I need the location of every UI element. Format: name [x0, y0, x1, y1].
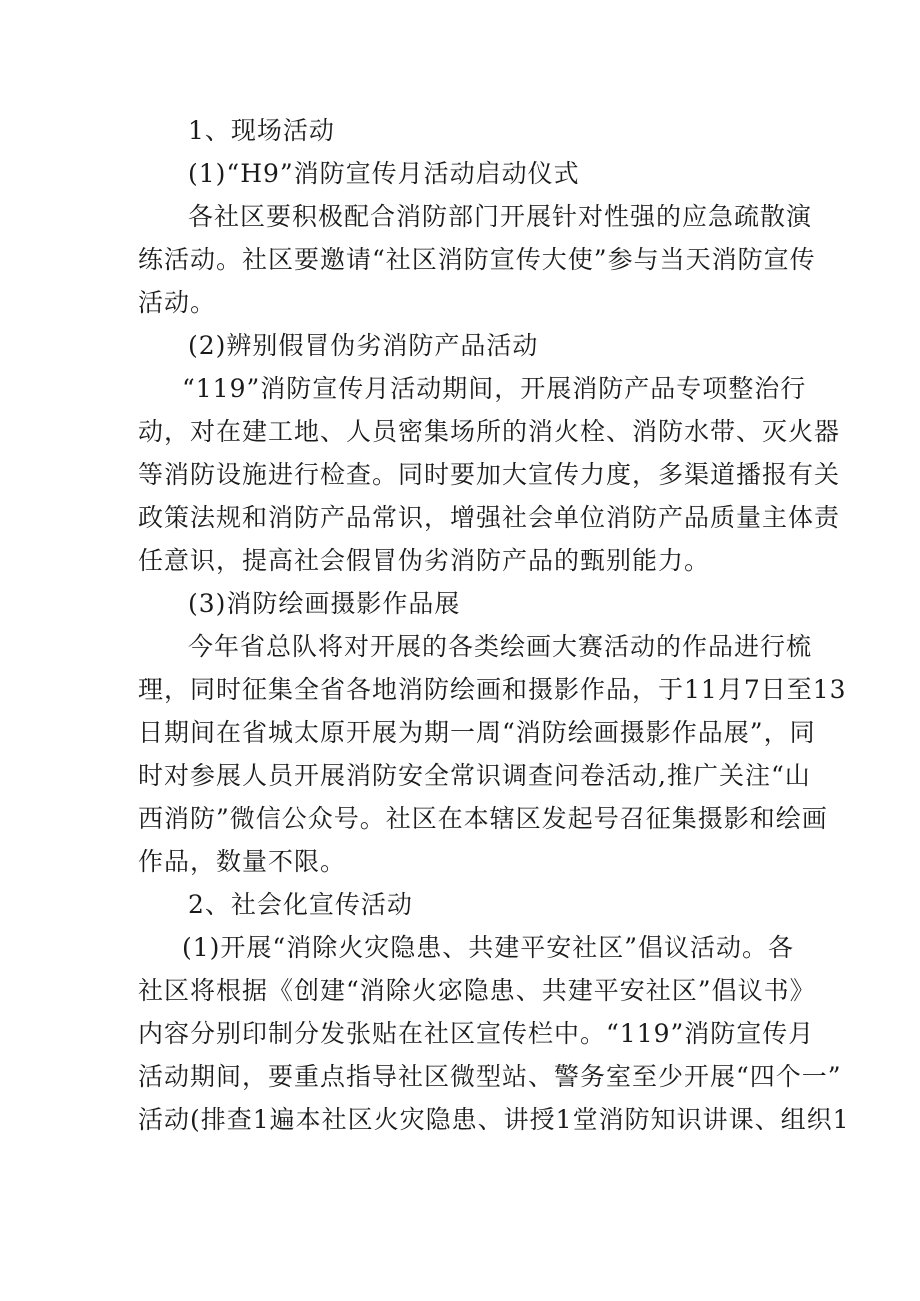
- paragraph-line: 活动。: [138, 288, 217, 317]
- paragraph-line: 任意识，提高社会假冒伪劣消防产品的甄别能力。: [138, 546, 711, 575]
- paragraph-line: 今年省总队将对开展的各类绘画大赛活动的作品进行梳: [188, 632, 813, 661]
- paragraph-line: 练活动。社区要邀请“社区消防宣传大使”参与当天消防宣传: [138, 245, 816, 274]
- paragraph-line: 各社区要积极配合消防部门开展针对性强的应急疏散演: [188, 202, 813, 231]
- paragraph-line: 等消防设施进行检查。同时要加大宣传力度，多渠道播报有关: [138, 460, 841, 489]
- paragraph-line: “119”消防宣传月活动期间，开展消防产品专项整治行: [182, 374, 807, 403]
- paragraph-line: 时对参展人员开展消防安全常识调查问卷活动,推广关注“山: [138, 761, 811, 790]
- paragraph-line: 活动(排查1遍本社区火灾隐患、讲授1堂消防知识讲课、组织1: [138, 1105, 850, 1134]
- paragraph-line: 社区将根据《创建“消除火宓隐患、共建平安社区”倡议书》: [138, 976, 816, 1005]
- paragraph-line: (1)开展“消除火灾隐患、共建平安社区”倡议活动。各: [182, 933, 794, 962]
- subheading-1-1: (1)“H9”消防宣传月活动启动仪式: [188, 159, 580, 188]
- section-heading-1: 1、现场活动: [188, 116, 335, 145]
- section-heading-2: 2、社会化宣传活动: [188, 890, 413, 919]
- paragraph-line: 西消防”微信公众号。社区在本辖区发起号召征集摄影和绘画: [138, 804, 828, 833]
- paragraph-line: 活动期间，要重点指导社区微型站、警务室至少开展“四个一”: [138, 1062, 842, 1091]
- paragraph-line: 政策法规和消防产品常识，增强社会单位消防产品质量主体责: [138, 503, 841, 532]
- paragraph-line: 理，同时征集全省各地消防绘画和摄影作品，于11月7日至13: [138, 675, 847, 704]
- subheading-1-2: (2)辨别假冒伪劣消防产品活动: [188, 331, 539, 360]
- paragraph-line: 日期间在省城太原开展为期一周“消防绘画摄影作品展”，同: [138, 718, 816, 747]
- paragraph-line: 动，对在建工地、人员密集场所的消火栓、消防水带、灭火器: [138, 417, 841, 446]
- subheading-1-3: (3)消防绘画摄影作品展: [188, 589, 461, 618]
- paragraph-line: 内容分别印制分发张贴在社区宣传栏中。“119”消防宣传月: [138, 1019, 815, 1048]
- paragraph-line: 作品，数量不限。: [138, 847, 347, 876]
